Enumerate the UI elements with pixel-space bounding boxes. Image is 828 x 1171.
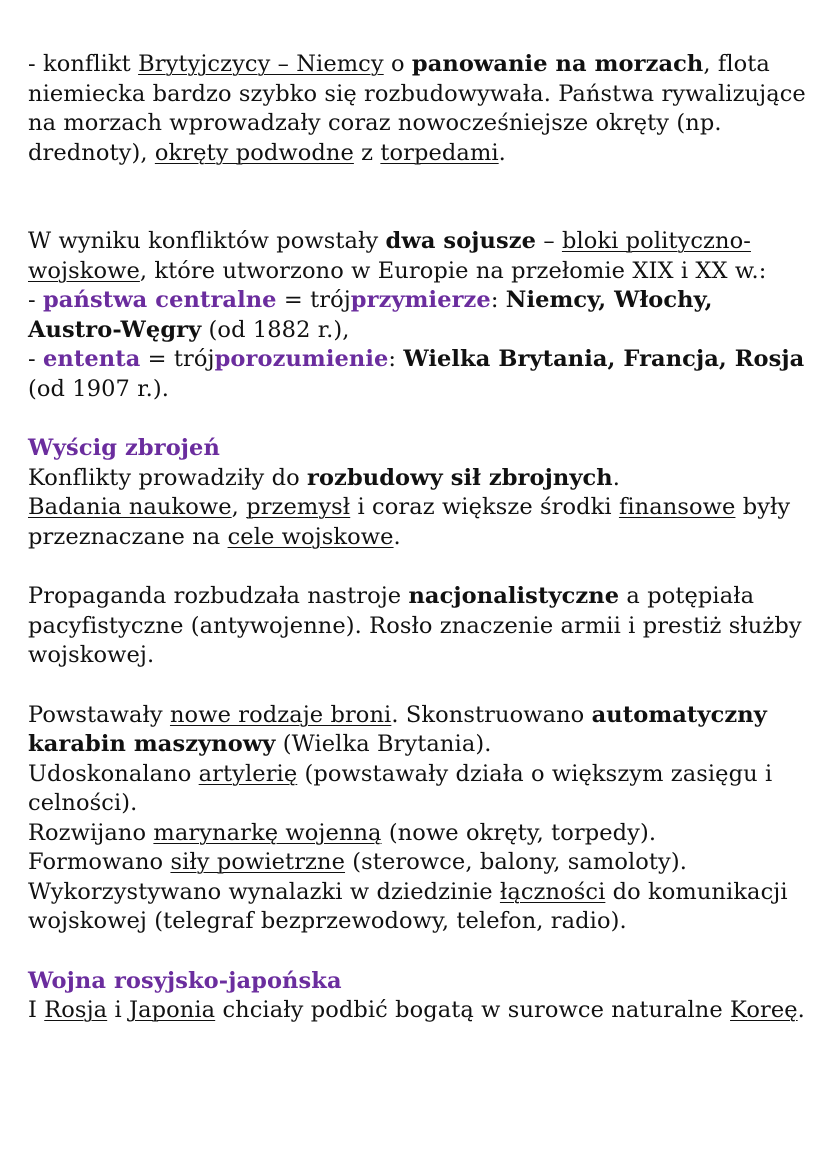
highlighted-term: państwa centralne	[42, 287, 277, 313]
text: i coraz większe środki	[350, 494, 619, 520]
paragraph-research	[28, 493, 808, 552]
underlined-term: łączności	[499, 878, 606, 905]
text: Wykorzystywano wynalazki w dziedzinie	[28, 878, 500, 905]
bold-term: Wielka Brytania, Francja, Rosja	[403, 346, 805, 372]
text: .	[393, 523, 401, 550]
text: ,	[231, 494, 247, 520]
paragraph-korea	[28, 996, 808, 1026]
text: - konflikt	[28, 51, 139, 77]
section-heading-russo-japanese-war: Wojna rosyjsko-japońska	[28, 967, 342, 994]
underlined-term: siły powietrzne	[170, 849, 346, 875]
bold-term: rozbudowy sił zbrojnych	[307, 464, 613, 491]
text: (od 1907 r.).	[28, 375, 169, 402]
underlined-term: Koreę	[730, 997, 798, 1023]
underlined-term: finansowe	[618, 494, 736, 520]
paragraph-alliances	[28, 227, 808, 286]
paragraph-air-force	[28, 848, 808, 878]
text: = trój	[276, 287, 351, 313]
text: były przeznaczane na	[28, 494, 791, 550]
bold-term: Niemcy, Włochy, Austro-Węgry	[28, 287, 713, 343]
alliance-entente	[28, 345, 808, 404]
text: , które utworzono w Europie na przełomie XIX i XX w.:	[139, 257, 767, 284]
text: . Skonstruowano	[391, 701, 592, 728]
bold-term: automatyczny karabin maszynowy	[28, 701, 767, 757]
text: (od 1882 r.),	[201, 316, 350, 343]
text: –	[536, 228, 562, 254]
underlined-term: Brytyjczycy – Niemcy	[138, 51, 384, 77]
underlined-term: przemysł	[246, 494, 351, 520]
text: Formowano	[28, 849, 171, 875]
underlined-term: Rosja	[44, 997, 108, 1023]
underlined-term: torpedami	[380, 139, 499, 166]
text: Powstawały	[28, 701, 170, 728]
text: z	[353, 139, 381, 166]
underlined-term: cele wojskowe	[227, 523, 394, 550]
underlined-term: Badania naukowe	[28, 494, 232, 520]
text: (sterowce, balony, samoloty).	[345, 849, 687, 875]
underlined-term: bloki polityczno-wojskowe	[28, 228, 751, 284]
text: .	[498, 139, 506, 166]
highlighted-term: ententa	[42, 346, 141, 372]
text: (powstawały działa o większym zasięgu i celności).	[28, 760, 773, 816]
text: I	[28, 997, 45, 1023]
text: = trój	[140, 346, 215, 372]
underlined-term: nowe rodzaje broni	[169, 701, 392, 728]
highlighted-term: porozumienie	[214, 346, 389, 372]
underlined-term: marynarkę wojenną	[153, 819, 382, 846]
text: chciały podbić bogatą w surowce naturalne	[215, 997, 731, 1023]
text: -	[28, 346, 43, 372]
paragraph-weapons	[28, 701, 808, 760]
text: (nowe okręty, torpedy).	[381, 819, 657, 846]
text: Udoskonalano	[28, 760, 199, 787]
paragraph-artillery	[28, 760, 808, 819]
text: Konflikty prowadziły do	[28, 464, 307, 491]
underlined-term: okręty podwodne	[154, 139, 354, 166]
text: i	[107, 997, 129, 1023]
text: , flota niemiecka bardzo szybko się rozbudowywała. Państwa rywalizujące na morzach wprowadzały coraz nowocześniejsze okręty (np. drednoty),	[28, 51, 806, 166]
text: o	[383, 51, 412, 77]
bold-term: dwa sojusze	[385, 228, 537, 254]
text: a potępiała pacyfistyczne (antywojenne). Rosło znaczenie armii i prestiż służby wojskowej.	[28, 583, 802, 668]
text: Rozwijano	[28, 819, 154, 846]
text: :	[388, 346, 404, 372]
text: (Wielka Brytania).	[275, 731, 492, 757]
paragraph-naval-conflict	[28, 50, 808, 168]
paragraph-propaganda	[28, 582, 808, 671]
underlined-term: artylerię	[198, 760, 298, 787]
text: .	[797, 997, 805, 1023]
paragraph-armed-forces	[28, 464, 808, 494]
underlined-term: Japonia	[129, 997, 216, 1023]
paragraph-communication	[28, 878, 808, 937]
document-page	[28, 50, 808, 1026]
text: :	[490, 287, 506, 313]
section-heading-arms-race: Wyścig zbrojeń	[28, 435, 220, 461]
alliance-central-powers	[28, 286, 808, 345]
text: do komunikacji wojskowej (telegraf bezprzewodowy, telefon, radio).	[28, 878, 788, 934]
bold-term: nacjonalistyczne	[408, 583, 620, 609]
bold-term: panowanie na morzach	[411, 51, 704, 77]
text: W wyniku konfliktów powstały	[28, 228, 386, 254]
text: -	[28, 287, 43, 313]
paragraph-navy	[28, 819, 808, 849]
highlighted-term: przymierze	[350, 287, 491, 313]
text: Propaganda rozbudzała nastroje	[28, 583, 409, 609]
text: .	[612, 464, 621, 491]
